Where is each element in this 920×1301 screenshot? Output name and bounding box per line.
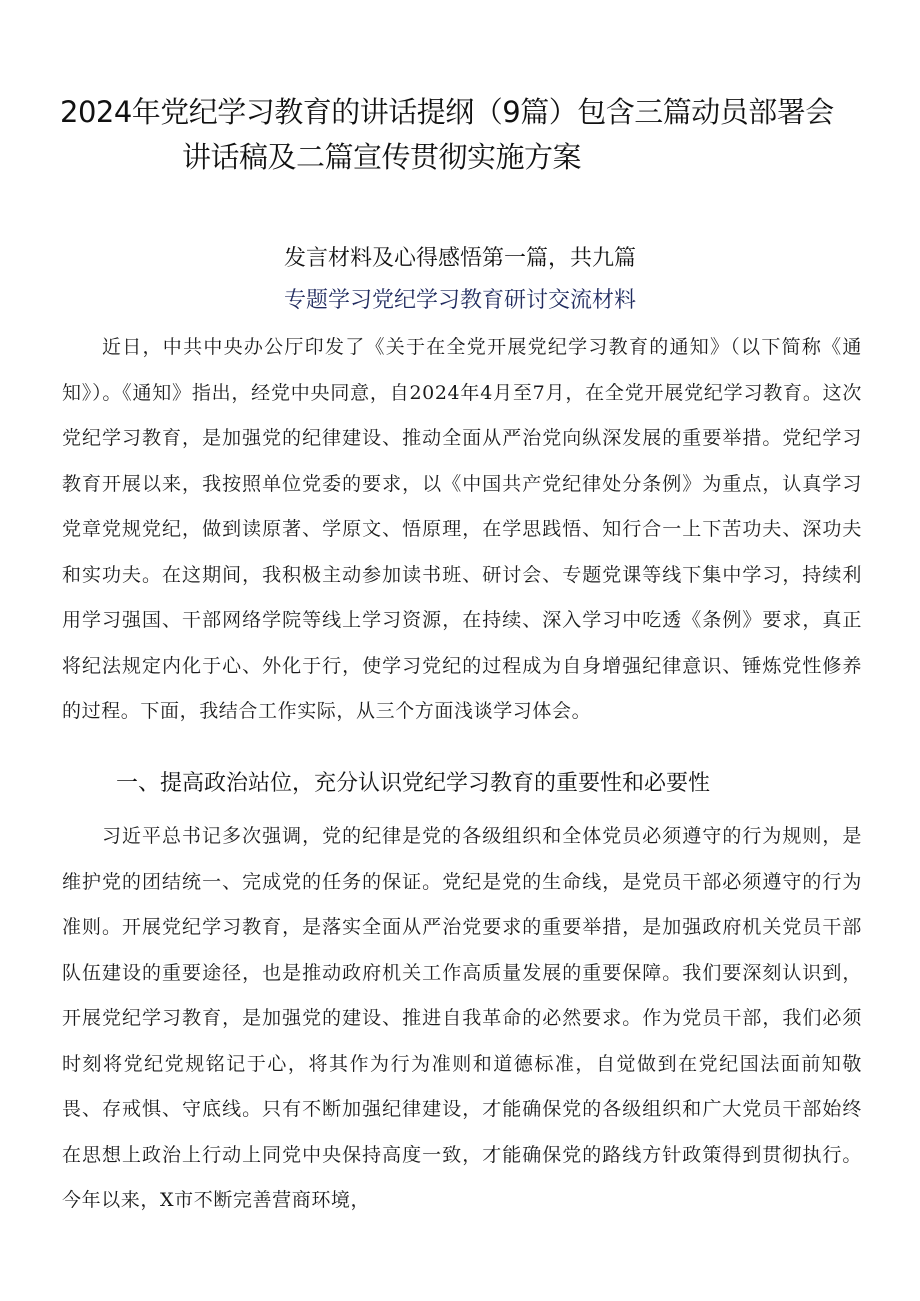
body-paragraph-1: 近日，中共中央办公厅印发了《关于在全党开展党纪学习教育的通知》（以下简称《通知》）。《通知》指出，经党中央同意，自2024年4月至7月，在全党开展党纪学习教育。这次党纪学习教育，是加强党的纪律建设、推动全面从严治党向纵深发展的重要举措。党纪学习教育开展以来，我按照单位党委的要求，以《中国共产党纪律处分条例》为重点，认真学习党章党规党纪，做到读原著、学原文、悟原理，在学思践悟、知行合一上下苦功夫、深功夫和实功夫。在这期间，我积极主动参加读书班、研讨会、专题党课等线下集中学习，持续利用学习强国、干部网络学院等线上学习资源，在持续、深入学习中吃透《条例》要求，真正将纪法规定内化于心、外化于行，使学习党纪的过程成为自身增强纪律意识、锤炼党性修养的过程。下面，我结合工作实际，从三个方面浅谈学习体会。 xyxy=(62,336,862,722)
document-title-line-2: 讲话稿及二篇宣传贯彻实施方案 xyxy=(182,140,582,174)
body-paragraph-2: 习近平总书记多次强调，党的纪律是党的各级组织和全体党员必须遵守的行为规则，是维护党的团结统一、完成党的任务的保证。党纪是党的生命线，是党员干部必须遵守的行为准则。开展党纪学习教育，是落实全面从严治党要求的重要举措，是加强政府机关党员干部队伍建设的重要途径，也是推动政府机关工作高质量发展的重要保障。我们要深刻认识到，开展党纪学习教育，是加强党的建设、推进自我革命的必然要求。作为党员干部，我们必须时刻将党纪党规铭记于心，将其作为行为准则和道德标准，自觉做到在党纪国法面前知敬畏、存戒惧、守底线。只有不断加强纪律建设，才能确保党的各级组织和广大党员干部始终在思想上政治上行动上同党中央保持高度一致，才能确保党的路线方针政策得到贯彻执行。今年以来，X市不断完善营商环境， xyxy=(62,825,862,1211)
subheading-article-title: 专题学习党纪学习教育研讨交流材料 xyxy=(283,288,636,313)
section-heading-1: 一、提高政治站位，充分认识党纪学习教育的重要性和必要性 xyxy=(116,771,711,796)
document-title xyxy=(60,90,870,180)
subheading-first-article: 发言材料及心得感悟第一篇，共九篇 xyxy=(283,246,636,271)
document-title-line-1: 2024年党纪学习教育的讲话提纲（9篇）包含三篇动员部署会 xyxy=(60,95,834,129)
